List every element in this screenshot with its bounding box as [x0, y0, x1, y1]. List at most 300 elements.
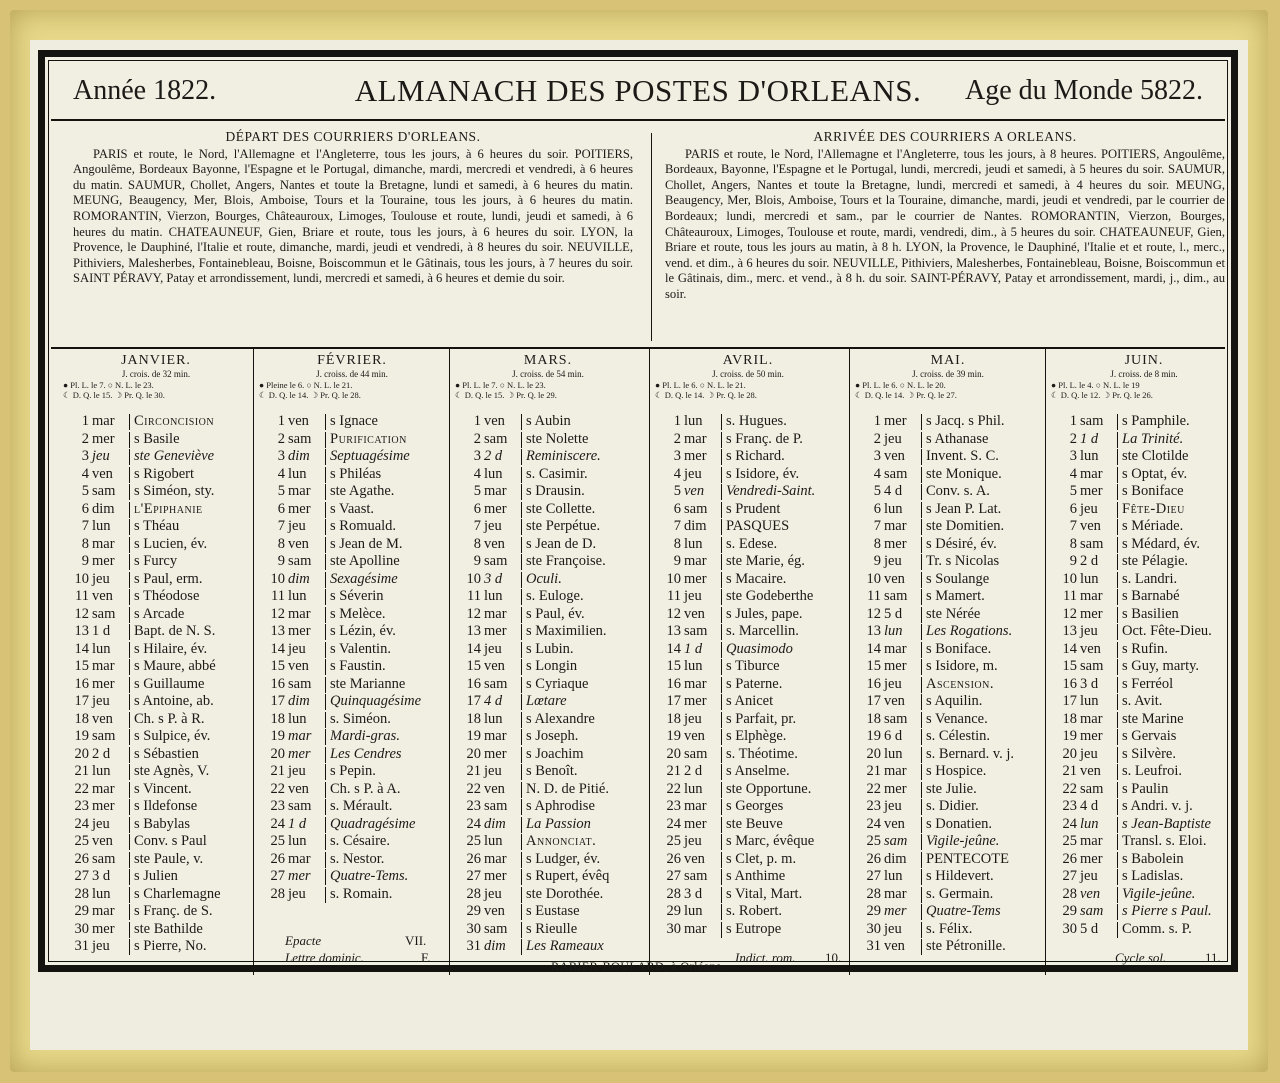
day-number: 12 — [74, 605, 89, 622]
day-divider — [921, 537, 922, 553]
day-divider — [325, 484, 326, 500]
saint-name: Septuagésime — [330, 448, 410, 464]
weekday: mer — [1080, 483, 1103, 499]
saint-name: Ch. s P. à R. — [134, 710, 205, 727]
day-row — [851, 466, 1045, 484]
saint-name: s Pierre, No. — [134, 938, 207, 954]
day-row — [851, 903, 1045, 921]
day-divider — [721, 414, 722, 430]
weekday: lun — [288, 588, 307, 604]
day-row — [651, 518, 845, 536]
day-divider — [1117, 589, 1118, 605]
weekday: 1 d — [1080, 430, 1099, 447]
weekday: sam — [484, 430, 508, 447]
day-divider — [325, 887, 326, 903]
day-divider — [129, 922, 130, 938]
day-number: 7 — [873, 518, 881, 534]
day-row — [1047, 728, 1241, 746]
day-row — [651, 658, 845, 676]
moon-phase-line: ☾ D. Q. le 14. ☽ Pr. Q. le 28. — [259, 390, 361, 400]
day-divider — [129, 607, 130, 623]
day-number: 13 — [866, 623, 881, 639]
day-row — [451, 711, 645, 729]
day-number: 18 — [866, 710, 881, 727]
saint-name: s. Germain. — [926, 885, 994, 902]
day-row — [851, 728, 1045, 746]
day-divider — [721, 904, 722, 920]
day-divider — [325, 607, 326, 623]
day-divider — [921, 834, 922, 850]
day-divider — [721, 869, 722, 885]
day-number: 28 — [270, 885, 285, 902]
day-number: 15 — [270, 658, 285, 674]
day-number: 25 — [866, 833, 881, 849]
moon-phases — [59, 380, 253, 404]
weekday: mer — [288, 623, 311, 639]
daylight-gain: J. croiss. de 39 min. — [912, 369, 984, 379]
saint-name: Conv. s Paul — [134, 833, 207, 849]
epacte-label: Epacte — [285, 933, 322, 948]
weekday: mer — [884, 903, 907, 919]
weekday: ven — [92, 588, 113, 604]
day-number: 29 — [1062, 903, 1077, 919]
day-row — [1047, 641, 1241, 659]
moon-phase-line: ☾ D. Q. le 14. ☽ Pr. Q. le 27. — [855, 390, 957, 400]
day-number: 14 — [1062, 640, 1077, 657]
saint-name: ste Julie. — [926, 780, 977, 797]
day-number: 25 — [466, 833, 481, 849]
saint-name: s Jules, pape. — [726, 605, 803, 622]
day-number: 13 — [666, 623, 681, 639]
day-divider — [1117, 904, 1118, 920]
saint-name: Comm. s. P. — [1122, 920, 1192, 937]
day-row — [651, 693, 845, 711]
day-row — [651, 763, 845, 781]
saint-name: s Joseph. — [526, 728, 579, 744]
day-row — [651, 466, 845, 484]
saint-name: s Hospice. — [926, 763, 987, 779]
saint-name: s Séverin — [330, 588, 384, 604]
day-row — [651, 868, 845, 886]
weekday: ven — [484, 658, 505, 674]
weekday: jeu — [684, 465, 702, 482]
weekday: sam — [288, 553, 312, 569]
weekday: mer — [884, 780, 907, 797]
departures-column — [73, 129, 633, 287]
month-column — [651, 353, 845, 973]
weekday: jeu — [1080, 500, 1098, 517]
day-number: 5 — [673, 483, 681, 499]
saint-name: s Drausin. — [526, 483, 585, 499]
day-divider — [521, 677, 522, 693]
saint-name: s Longin — [526, 658, 578, 674]
day-row — [1047, 886, 1241, 904]
day-divider — [521, 659, 522, 675]
day-divider — [921, 677, 922, 693]
day-divider — [129, 887, 130, 903]
day-number: 29 — [866, 903, 881, 919]
saint-name: ste Domitien. — [926, 518, 1005, 534]
day-row — [1047, 711, 1241, 729]
day-number: 24 — [466, 815, 481, 832]
day-number: 18 — [74, 710, 89, 727]
day-number: 4 — [81, 465, 89, 482]
day-number: 25 — [666, 833, 681, 849]
day-divider — [521, 764, 522, 780]
day-number: 3 — [277, 448, 285, 464]
weekday: ven — [884, 570, 905, 587]
day-number: 1 — [277, 413, 285, 429]
moon-phase-line: ● Pl. L. le 7. ○ N. L. le 23. — [63, 380, 154, 390]
saint-name: s. Avit. — [1122, 693, 1163, 709]
day-row — [451, 588, 645, 606]
day-row — [59, 466, 253, 484]
weekday: sam — [884, 710, 908, 727]
day-row — [851, 763, 1045, 781]
day-row — [255, 588, 449, 606]
moon-phase-line: ● Pl. L. le 4. ○ N. L. le 19 — [1051, 380, 1140, 390]
day-divider — [721, 589, 722, 605]
saint-name: s Jean de M. — [330, 535, 403, 552]
weekday: sam — [484, 920, 508, 937]
day-number: 26 — [270, 850, 285, 867]
saint-name: s Benoît. — [526, 763, 578, 779]
day-number: 21 — [1062, 763, 1077, 779]
day-divider — [721, 764, 722, 780]
saint-name: s. Leufroi. — [1122, 763, 1182, 779]
saint-name: s Melèce. — [330, 605, 386, 622]
day-number: 19 — [666, 728, 681, 744]
weekday: mer — [92, 553, 115, 569]
day-row — [1047, 833, 1241, 851]
day-number: 2 — [873, 430, 881, 447]
almanac-title: ALMANACH DES POSTES D'ORLEANS. — [354, 73, 922, 108]
day-divider — [325, 782, 326, 798]
weekday: lun — [288, 710, 307, 727]
day-number: 12 — [1062, 605, 1077, 622]
saint-name: s Ladislas. — [1122, 868, 1184, 884]
day-number: 12 — [666, 605, 681, 622]
day-number: 20 — [466, 745, 481, 762]
weekday: mar — [684, 675, 707, 692]
day-list — [1047, 413, 1241, 938]
arrivals-column — [665, 129, 1225, 303]
day-number: 28 — [466, 885, 481, 902]
day-number: 16 — [74, 675, 89, 692]
weekday: sam — [92, 850, 116, 867]
day-row — [451, 833, 645, 851]
saint-name: s Maure, abbé — [134, 658, 216, 674]
weekday: mar — [92, 413, 115, 429]
day-number: 24 — [666, 815, 681, 832]
weekday: ven — [1080, 763, 1101, 779]
saint-name: s. Edese. — [726, 535, 778, 552]
day-row — [851, 833, 1045, 851]
day-divider — [129, 764, 130, 780]
day-row — [851, 501, 1045, 519]
day-divider — [521, 887, 522, 903]
weekday: mar — [1080, 710, 1103, 727]
weekday: mar — [684, 553, 707, 569]
saint-name: Reminiscere. — [526, 448, 601, 464]
lettre-dominicale-value: F. — [421, 950, 431, 965]
day-divider — [521, 817, 522, 833]
day-divider — [325, 747, 326, 763]
weekday: ven — [1080, 518, 1101, 534]
saint-name: ste Pétronille. — [926, 938, 1006, 954]
day-number: 7 — [1069, 518, 1077, 534]
weekday: mer — [92, 675, 115, 692]
day-divider — [921, 852, 922, 868]
day-row — [851, 868, 1045, 886]
day-divider — [129, 519, 130, 535]
departures-heading: DÉPART DES COURRIERS D'ORLEANS. — [225, 129, 481, 144]
day-row — [851, 623, 1045, 641]
day-divider — [129, 467, 130, 483]
day-divider — [1117, 834, 1118, 850]
day-number: 13 — [466, 623, 481, 639]
saint-name: s Anthime — [726, 868, 786, 884]
day-number: 10 — [74, 570, 89, 587]
weekday: ven — [884, 693, 905, 709]
weekday: lun — [484, 710, 503, 727]
day-number: 14 — [866, 640, 881, 657]
day-row — [651, 623, 845, 641]
day-number: 17 — [270, 693, 285, 709]
month-column-divider — [849, 349, 850, 975]
weekday: jeu — [484, 885, 502, 902]
saint-name: ste Dorothée. — [526, 885, 604, 902]
saint-name: ste Bathilde — [134, 920, 203, 937]
day-divider — [129, 432, 130, 448]
saint-name: s Prudent — [726, 500, 781, 517]
saint-name: s Romuald. — [330, 518, 397, 534]
day-row — [1047, 466, 1241, 484]
saint-name: s Arcade — [134, 605, 185, 622]
saint-name: s Jean de D. — [526, 535, 597, 552]
day-number: 20 — [1062, 745, 1077, 762]
day-number: 10 — [866, 570, 881, 587]
weekday: ven — [1080, 640, 1101, 657]
day-divider — [921, 642, 922, 658]
weekday: lun — [1080, 693, 1099, 709]
day-row — [255, 466, 449, 484]
day-number: 27 — [866, 868, 881, 884]
day-divider — [521, 624, 522, 640]
moon-phases — [1047, 380, 1241, 404]
weekday: 3 d — [684, 885, 703, 902]
saint-name: s Basile — [134, 430, 180, 447]
day-divider — [325, 852, 326, 868]
weekday: 4 d — [884, 483, 903, 499]
saint-name: s. Bernard. v. j. — [926, 745, 1015, 762]
daylight-gain: J. croiss. de 50 min. — [712, 369, 784, 379]
weekday: mer — [484, 500, 507, 517]
day-number: 15 — [466, 658, 481, 674]
day-number: 12 — [270, 605, 285, 622]
weekday: dim — [684, 518, 707, 534]
day-row — [59, 536, 253, 554]
weekday: mar — [288, 483, 311, 499]
lettre-dominicale-label: Lettre dominic. — [285, 950, 364, 965]
day-divider — [325, 432, 326, 448]
day-number: 31 — [866, 938, 881, 954]
weekday: mar — [884, 763, 907, 779]
weekday: ven — [684, 850, 705, 867]
day-divider — [129, 834, 130, 850]
saint-name: s Eutrope — [726, 920, 782, 937]
saint-name: s Georges — [726, 798, 784, 814]
saint-name: s Anicet — [726, 693, 774, 709]
moon-phase-line: ● Pl. L. le 6. ○ N. L. le 21. — [655, 380, 746, 390]
saint-name: Lœtare — [526, 693, 567, 709]
day-number: 18 — [466, 710, 481, 727]
day-row — [851, 693, 1045, 711]
cycle-solaire-value: 11. — [1205, 950, 1221, 965]
saint-name: s Aubin — [526, 413, 571, 429]
saint-name: s. Césaire. — [330, 833, 390, 849]
weekday: mar — [92, 658, 115, 674]
day-number: 9 — [277, 553, 285, 569]
day-row — [255, 868, 449, 886]
day-divider — [129, 589, 130, 605]
day-row — [651, 431, 845, 449]
month-name: AVRIL. — [722, 353, 774, 368]
weekday: jeu — [1080, 868, 1098, 884]
weekday: mar — [1080, 833, 1103, 849]
day-number: 23 — [1062, 798, 1077, 814]
day-row — [451, 431, 645, 449]
day-number: 27 — [270, 868, 285, 884]
saint-name: s Théodose — [134, 588, 200, 604]
day-row — [651, 921, 845, 939]
weekday: lun — [684, 903, 703, 919]
weekday: 5 d — [1080, 920, 1099, 937]
day-number: 21 — [866, 763, 881, 779]
day-number: 25 — [1062, 833, 1077, 849]
saint-name: ste Pélagie. — [1122, 553, 1189, 569]
day-divider — [1117, 502, 1118, 518]
saint-name: s Vital, Mart. — [726, 885, 803, 902]
day-divider — [1117, 414, 1118, 430]
day-row — [1047, 763, 1241, 781]
day-number: 20 — [74, 745, 89, 762]
saint-name: ste Françoise. — [526, 553, 606, 569]
day-divider — [129, 484, 130, 500]
day-row — [651, 588, 845, 606]
day-row — [1047, 746, 1241, 764]
day-row — [451, 571, 645, 589]
cycle-solaire-label: Cycle sol. — [1115, 950, 1167, 965]
weekday: ven — [884, 938, 905, 954]
day-divider — [721, 537, 722, 553]
day-number: 7 — [277, 518, 285, 534]
month-column-divider — [449, 349, 450, 975]
day-divider — [325, 519, 326, 535]
day-row — [255, 851, 449, 869]
saint-name: Vendredi-Saint. — [726, 483, 816, 499]
day-divider — [129, 799, 130, 815]
saint-name: s Mériade. — [1122, 518, 1184, 534]
day-number: 27 — [666, 868, 681, 884]
day-number: 16 — [666, 675, 681, 692]
saint-name: s Valentin. — [330, 640, 391, 657]
day-divider — [521, 572, 522, 588]
day-number: 13 — [270, 623, 285, 639]
day-row — [651, 448, 845, 466]
weekday: mer — [1080, 850, 1103, 867]
day-divider — [921, 904, 922, 920]
saint-name: s. Théotime. — [726, 745, 798, 762]
day-row — [851, 711, 1045, 729]
weekday: ven — [92, 465, 113, 482]
day-row — [651, 903, 845, 921]
day-divider — [921, 782, 922, 798]
day-number: 17 — [866, 693, 881, 709]
saint-name: s Tiburce — [726, 658, 780, 674]
day-row — [59, 501, 253, 519]
weekday: mar — [1080, 588, 1103, 604]
day-divider — [721, 484, 722, 500]
weekday: mer — [684, 815, 707, 832]
day-row — [59, 676, 253, 694]
day-number: 8 — [473, 535, 481, 552]
day-divider — [325, 554, 326, 570]
day-row — [1047, 693, 1241, 711]
saint-name: ste Marianne — [330, 675, 406, 692]
saint-name: s Paterne. — [726, 675, 783, 692]
day-number: 14 — [74, 640, 89, 657]
day-row — [1047, 431, 1241, 449]
day-divider — [1117, 659, 1118, 675]
day-divider — [1117, 449, 1118, 465]
day-divider — [129, 659, 130, 675]
saint-name: Ch. s P. à A. — [330, 780, 401, 797]
saint-name: s Rupert, évêq — [526, 868, 610, 884]
weekday: sam — [92, 605, 116, 622]
weekday: sam — [92, 728, 116, 744]
saint-name: s Charlemagne — [134, 885, 221, 902]
saint-name: La Passion — [526, 815, 591, 832]
day-row — [851, 606, 1045, 624]
day-number: 7 — [81, 518, 89, 534]
day-divider — [1117, 922, 1118, 938]
day-row — [851, 588, 1045, 606]
day-number: 28 — [666, 885, 681, 902]
day-number: 31 — [466, 938, 481, 954]
day-number: 29 — [74, 903, 89, 919]
day-number: 22 — [1062, 780, 1077, 797]
day-number: 13 — [74, 623, 89, 639]
day-divider — [521, 782, 522, 798]
day-divider — [921, 729, 922, 745]
month-name: MARS. — [523, 353, 573, 368]
day-row — [255, 781, 449, 799]
saint-name: Transl. s. Eloi. — [1122, 833, 1207, 849]
day-row — [451, 448, 645, 466]
day-row — [255, 483, 449, 501]
day-row — [851, 483, 1045, 501]
saint-name: s Lubin. — [526, 640, 574, 657]
day-row — [59, 448, 253, 466]
day-divider — [721, 502, 722, 518]
saint-name: s Lucien, év. — [134, 535, 208, 552]
day-number: 15 — [866, 658, 881, 674]
day-number: 1 — [673, 413, 681, 429]
weekday: lun — [92, 763, 111, 779]
day-number: 26 — [74, 850, 89, 867]
day-row — [255, 448, 449, 466]
